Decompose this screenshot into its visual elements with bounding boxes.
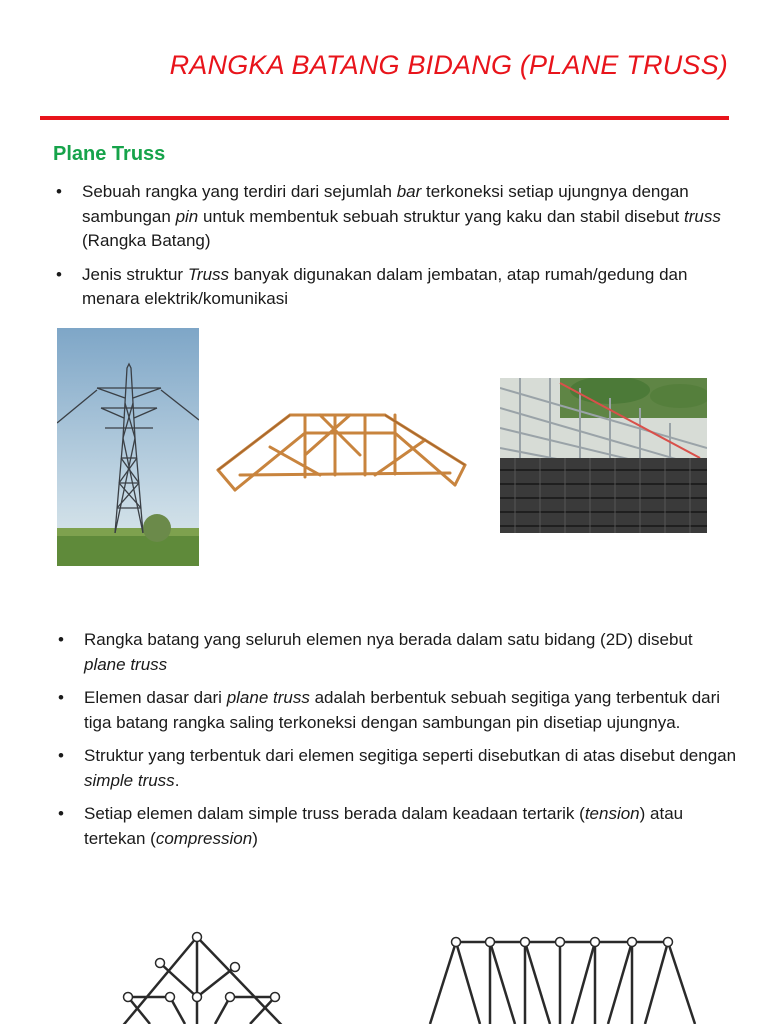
title-divider — [40, 116, 729, 120]
steel-roof-photo — [500, 378, 707, 533]
bullet-item: • Elemen dasar dari plane truss adalah berbentuk sebuah segitiga yang terbentuk dari tiga batang rangka saling terkoneksi dengan sambungan pin disetiap ujungnya. — [58, 686, 738, 735]
roof-truss-diagram — [90, 925, 330, 1024]
bullet-list-plane-truss — [58, 628, 738, 860]
bullet-item: • Setiap elemen dalam simple truss berada dalam keadaan tertarik (tension) atau tertekan (compression) — [58, 802, 738, 851]
bullet-item: • Jenis struktur Truss banyak digunakan dalam jembatan, atap rumah/gedung dan menara elektrik/komunikasi — [56, 263, 736, 312]
emphasis-text: simple truss — [84, 770, 175, 790]
bullet-item: • Rangka batang yang seluruh elemen nya berada dalam satu bidang (2D) disebut plane truss — [58, 628, 738, 677]
emphasis-text: plane truss — [226, 688, 310, 707]
emphasis-text: plane truss — [84, 654, 168, 674]
section-heading: Plane Truss — [53, 143, 166, 165]
bridge-truss-diagram — [420, 930, 710, 1024]
wooden-roof-photo — [210, 395, 472, 503]
emphasis-text: bar — [396, 182, 422, 201]
bullet-item: • Struktur yang terbentuk dari elemen segitiga seperti disebutkan di atas disebut dengan simple truss. — [58, 744, 738, 793]
bullet-list-intro — [56, 180, 736, 321]
emphasis-text: pin — [175, 206, 199, 226]
bullet-item: • Sebuah rangka yang terdiri dari sejumlah bar terkoneksi setiap ujungnya dengan sambungan pin untuk membentuk sebuah struktur yang kaku dan stabil disebut truss (Rangka Batang) — [56, 180, 736, 254]
emphasis-text: Truss — [187, 264, 230, 284]
emphasis-text: truss — [684, 206, 721, 226]
power-tower-photo — [57, 328, 199, 566]
emphasis-text: tension — [584, 804, 640, 823]
page-title: RANGKA BATANG BIDANG (PLANE TRUSS) — [169, 50, 728, 80]
emphasis-text: compression — [155, 828, 253, 848]
